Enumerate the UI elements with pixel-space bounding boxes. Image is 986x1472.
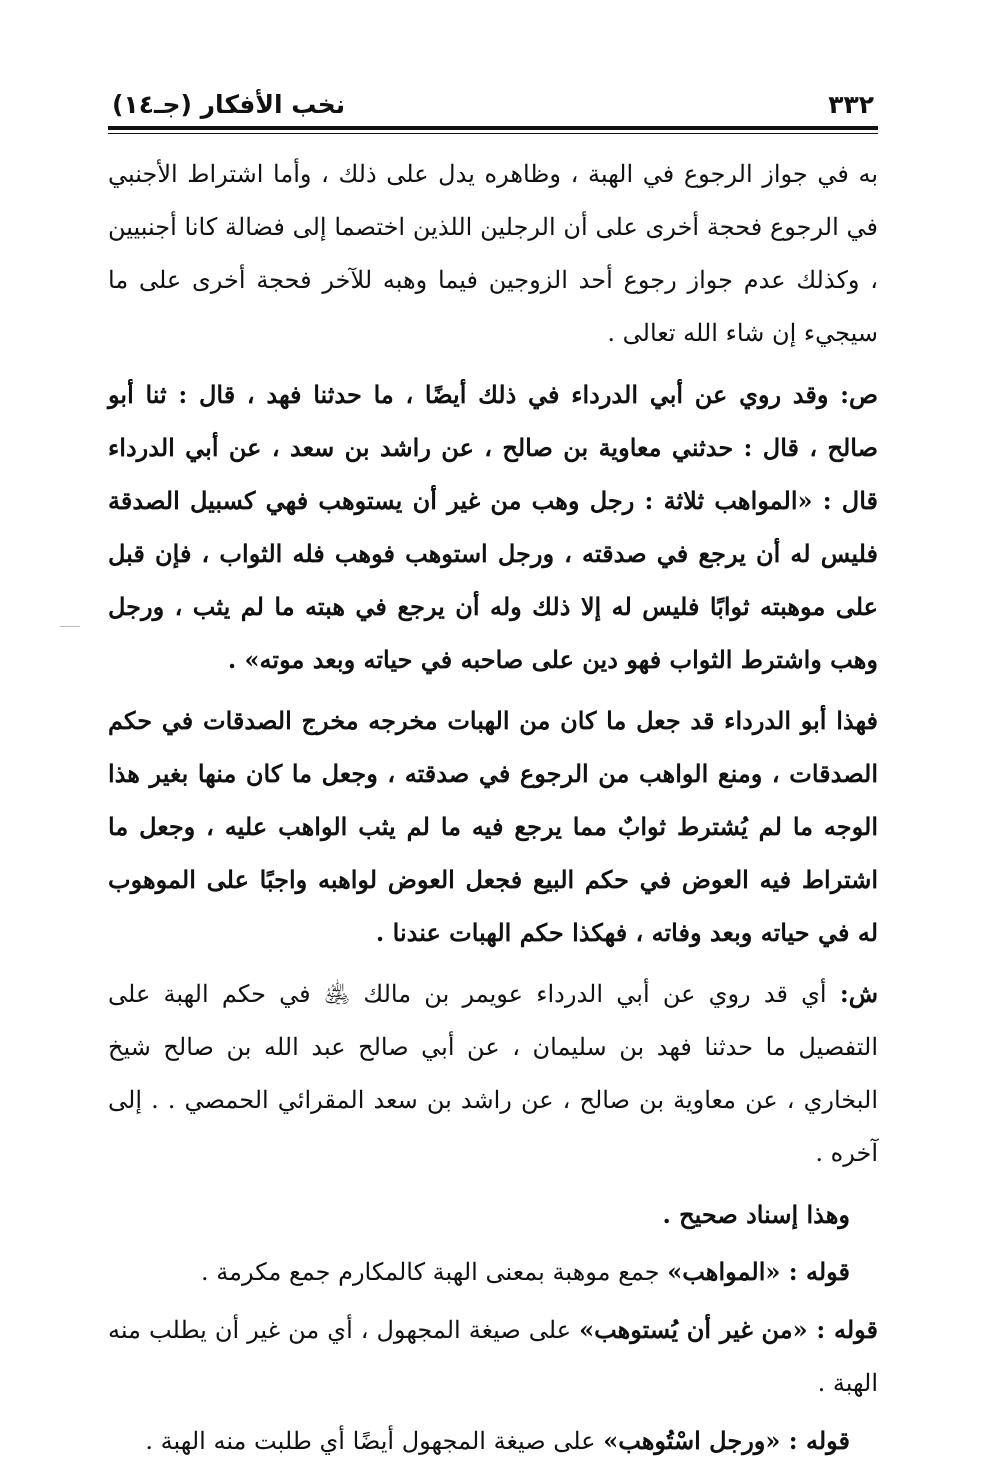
paragraph-5: وهذا إسناد صحيح .	[662, 1200, 850, 1229]
paragraph-1: به في جواز الرجوع في الهبة ، وظاهره يدل على ذلك ، وأما اشتراط الأجنبي في الرجوع فحجة أخرى على أن الرجلين اللذين اختصما إلى فضالة كانا أجنبيين ، وكذلك عدم جواز رجوع أحد الزوجين فيما وهبه للآخر فحجة أخرى على ما سيجيء إن شاء الله تعالى .	[108, 160, 878, 347]
paragraph-4	[108, 967, 878, 1180]
page-number: ٣٣٢	[828, 89, 874, 119]
paragraph-7-text: على صيغة المجهول ، أي من غير أن يطلب منه الهبة .	[108, 1316, 878, 1397]
paragraph-6-text: جمع موهبة بمعنى الهبة كالمكارم جمع مكرمة .	[201, 1258, 668, 1286]
quote-label-1: قوله : «المواهب»	[667, 1257, 850, 1286]
quote-label-2: قوله : «من غير أن يُستوهب»	[579, 1315, 878, 1344]
paragraph-8	[108, 1414, 878, 1468]
book-title: نخب الأفكار (جـ١٤)	[112, 89, 346, 119]
paragraph-7	[108, 1303, 878, 1410]
sad-marker: ص:	[840, 380, 878, 409]
paragraph-4-text: أي قد روي عن أبي الدرداء عويمر بن مالك ﵁ في حكم الهبة على التفصيل ما حدثنا فهد بن سليمان ، عن أبي صالح عبد الله بن صالح شيخ البخاري ، عن معاوية بن صالح ، عن راشد بن سعد المقرائي الحمصي . . إلى آخره .	[108, 980, 879, 1167]
header-rule-thick	[108, 126, 878, 130]
quote-label-3: قوله : «ورجل اسْتُوهب»	[603, 1426, 850, 1455]
shin-marker: ش:	[839, 979, 878, 1008]
paragraph-3: فهذا أبو الدرداء قد جعل ما كان من الهبات مخرجه مخرج الصدقات في حكم الصدقات ، ومنع الواهب من الرجوع في صدقته ، وجعل ما كان منها بغير هذا الوجه ما لم يُشترط ثوابٌ مما يرجع فيه ما لم يثب الواهب عليه ، وجعل ما اشتراط فيه العوض في حكم البيع فجعل العوض لواهبه واجبًا على الموهوب له في حياته وبعد وفاته ، فهكذا حكم الهبات عندنا .	[108, 706, 879, 947]
page-header	[112, 86, 874, 122]
paragraph-2-text: وقد روي عن أبي الدرداء في ذلك أيضًا ، ما حدثنا فهد ، قال : ثنا أبو صالح ، قال : حدثني معاوية بن صالح ، عن راشد بن سعد ، عن أبي الدرداء قال : «المواهب ثلاثة : رجل وهب من غير أن يستوهب فهي كسبيل الصدقة فليس له أن يرجع في صدقته ، ورجل استوهب فوهب فله الثواب ، فإن قبل على موهبته ثوابًا فليس له إلا ذلك وله أن يرجع في هبته ما لم يثب ، ورجل وهب واشترط الثواب فهو دين على صاحبه في حياته وبعد موته» .	[108, 380, 878, 674]
header-rule-thin	[108, 133, 878, 134]
paragraph-6	[108, 1245, 878, 1299]
margin-mark	[60, 626, 80, 627]
page-body	[108, 148, 878, 1472]
paragraph-2	[108, 368, 878, 686]
paragraph-8-text: على صيغة المجهول أيضًا أي طلبت منه الهبة .	[145, 1427, 604, 1455]
